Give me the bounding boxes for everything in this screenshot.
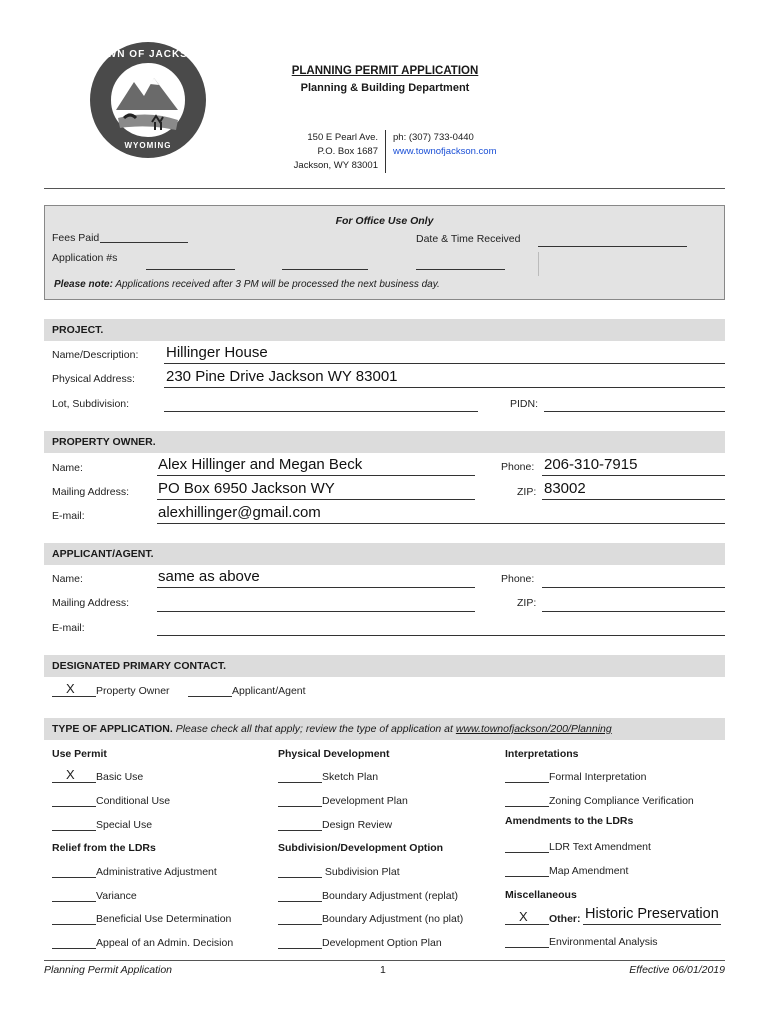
project-address-label: Physical Address: [52, 373, 135, 385]
beneficial-use-option[interactable] [52, 913, 231, 925]
conditional-use-checkbox[interactable] [52, 796, 96, 807]
applicant-email-label: E-mail: [52, 622, 85, 634]
project-name-label: Name/Description: [52, 349, 139, 361]
project-section-bar [44, 319, 725, 341]
town-seal-logo [88, 40, 208, 160]
type-heading-row [52, 723, 612, 735]
zoning-verification-option[interactable] [505, 795, 694, 807]
project-address-line [164, 387, 725, 388]
owner-phone-line [542, 475, 725, 476]
boundary-noplat-label: Boundary Adjustment (no plat) [322, 913, 464, 925]
interpretations-heading: Interpretations [505, 748, 579, 760]
applicant-name-value[interactable]: same as above [158, 568, 260, 585]
variance-label: Variance [96, 890, 137, 902]
owner-phone-value[interactable]: 206-310-7915 [544, 456, 638, 473]
contact-section-bar [44, 655, 725, 677]
project-pidn-label: PIDN: [510, 398, 539, 410]
office-heading: For Office Use Only [335, 215, 434, 227]
fees-paid-label: Fees Paid [52, 232, 100, 244]
project-name-line [164, 363, 725, 364]
environmental-option[interactable] [505, 936, 658, 948]
contact-owner-mark: X [66, 681, 75, 696]
zoning-verification-label: Zoning Compliance Verification [549, 795, 694, 807]
owner-zip-label: ZIP: [517, 486, 537, 498]
office-vertical-divider [538, 252, 539, 276]
applicant-section-bar [44, 543, 725, 565]
office-note-text: Applications received after 3 PM will be processed the next business day. [112, 279, 440, 290]
other-line [583, 924, 721, 925]
applicant-mailing-label: Mailing Address: [52, 597, 130, 609]
ldr-text-option[interactable] [505, 841, 651, 853]
owner-email-line [157, 523, 725, 524]
boundary-noplat-option[interactable] [278, 913, 463, 925]
ldr-text-checkbox[interactable] [505, 842, 549, 853]
use-permit-heading: Use Permit [52, 748, 107, 760]
address-line3: Jackson, WY 83001 [293, 160, 378, 171]
development-plan-checkbox[interactable] [278, 796, 322, 807]
applicant-name-label: Name: [52, 573, 83, 585]
formal-interpretation-label: Formal Interpretation [549, 771, 647, 783]
website-link[interactable]: www.townofjackson.com [393, 146, 497, 157]
type-heading: TYPE OF APPLICATION. [52, 723, 173, 735]
boundary-replat-checkbox[interactable] [278, 891, 322, 902]
footer-page-number: 1 [380, 964, 386, 976]
development-plan-label: Development Plan [322, 795, 408, 807]
owner-mailing-line [157, 499, 475, 500]
applicant-heading: APPLICANT/AGENT. [52, 548, 154, 560]
variance-checkbox[interactable] [52, 891, 96, 902]
contact-agent-option[interactable] [188, 685, 306, 697]
owner-zip-value[interactable]: 83002 [544, 480, 586, 497]
project-pidn-line[interactable] [544, 411, 725, 412]
admin-adjustment-option[interactable] [52, 866, 217, 878]
footer-divider [44, 960, 725, 961]
relief-heading: Relief from the LDRs [52, 842, 156, 854]
environmental-checkbox[interactable] [505, 937, 549, 948]
project-address-value[interactable]: 230 Pine Drive Jackson WY 83001 [166, 368, 398, 385]
formal-interpretation-checkbox[interactable] [505, 772, 549, 783]
date-time-label: Date & Time Received [416, 233, 521, 245]
office-note-bold: Please note: [54, 279, 113, 290]
application-no-line-2[interactable] [282, 269, 368, 270]
applicant-zip-label: ZIP: [517, 597, 537, 609]
type-section-bar [44, 718, 725, 740]
applicant-zip-line[interactable] [542, 611, 725, 612]
header-divider [44, 188, 725, 189]
contact-owner-option[interactable] [52, 681, 170, 697]
contact-agent-label: Applicant/Agent [232, 685, 306, 697]
applicant-phone-line[interactable] [542, 587, 725, 588]
variance-option[interactable] [52, 890, 137, 902]
admin-adjustment-checkbox[interactable] [52, 867, 96, 878]
fees-paid-line[interactable] [100, 242, 188, 243]
footer-left: Planning Permit Application [44, 964, 173, 976]
design-review-option[interactable] [278, 819, 392, 831]
basic-use-mark: X [66, 767, 75, 782]
development-plan-option[interactable] [278, 795, 408, 807]
admin-adjustment-label: Administrative Adjustment [96, 866, 217, 878]
logo-text-top: TOWN OF JACKSON [91, 49, 205, 60]
owner-heading: PROPERTY OWNER. [52, 436, 156, 448]
contact-owner-checkbox[interactable] [52, 681, 96, 697]
subdivision-plat-checkbox[interactable] [278, 867, 322, 878]
owner-name-value[interactable]: Alex Hillinger and Megan Beck [158, 456, 363, 473]
basic-use-option[interactable] [52, 767, 144, 783]
office-note [54, 279, 440, 290]
address-divider [385, 130, 386, 173]
environmental-label: Environmental Analysis [549, 936, 658, 948]
owner-mailing-value[interactable]: PO Box 6950 Jackson WY [158, 480, 335, 497]
page-subtitle: Planning & Building Department [300, 82, 470, 94]
project-lot-label: Lot, Subdivision: [52, 398, 130, 410]
phone-text: ph: (307) 733-0440 [393, 132, 474, 143]
sketch-plan-checkbox[interactable] [278, 772, 322, 783]
subdivision-heading: Subdivision/Development Option [278, 842, 444, 854]
owner-section-bar [44, 431, 725, 453]
conditional-use-label: Conditional Use [96, 795, 171, 807]
project-heading: PROJECT. [52, 324, 104, 336]
applicant-mailing-line[interactable] [157, 611, 475, 612]
sketch-plan-label: Sketch Plan [322, 771, 379, 783]
subdivision-plat-option[interactable] [278, 866, 400, 878]
boundary-replat-option[interactable] [278, 890, 458, 902]
beneficial-use-checkbox[interactable] [52, 914, 96, 925]
other-label: Other: [549, 913, 581, 925]
date-time-line[interactable] [538, 246, 687, 247]
other-mark: X [519, 909, 528, 924]
zoning-verification-checkbox[interactable] [505, 796, 549, 807]
map-amendment-checkbox[interactable] [505, 866, 549, 877]
special-use-label: Special Use [96, 819, 153, 831]
development-option-checkbox[interactable] [278, 938, 322, 949]
physical-development-heading: Physical Development [278, 748, 390, 760]
other-value[interactable]: Historic Preservation [585, 906, 719, 922]
owner-email-value[interactable]: alexhillinger@gmail.com [158, 504, 321, 521]
address-line2: P.O. Box 1687 [317, 146, 378, 157]
map-amendment-label: Map Amendment [549, 865, 629, 877]
address-block [270, 131, 378, 173]
subdivision-plat-label: Subdivision Plat [322, 866, 400, 878]
design-review-checkbox[interactable] [278, 820, 322, 831]
conditional-use-option[interactable] [52, 795, 170, 807]
other-option[interactable] [505, 909, 581, 925]
development-option-option[interactable] [278, 937, 442, 949]
project-lot-line[interactable] [164, 411, 478, 412]
contact-heading: DESIGNATED PRIMARY CONTACT. [52, 660, 227, 672]
sketch-plan-option[interactable] [278, 771, 378, 783]
basic-use-label: Basic Use [96, 771, 144, 783]
applicant-name-line [157, 587, 475, 588]
design-review-label: Design Review [322, 819, 393, 831]
special-use-checkbox[interactable] [52, 820, 96, 831]
application-no-line-3[interactable] [416, 269, 505, 270]
owner-mailing-label: Mailing Address: [52, 486, 130, 498]
address-line1: 150 E Pearl Ave. [307, 132, 378, 143]
type-link[interactable]: www.townofjackson/200/Planning [455, 723, 612, 735]
contact-owner-label: Property Owner [96, 685, 170, 697]
boundary-noplat-checkbox[interactable] [278, 914, 322, 925]
other-checkbox[interactable] [505, 909, 549, 925]
owner-email-label: E-mail: [52, 510, 85, 522]
appeal-option[interactable] [52, 937, 233, 949]
appeal-checkbox[interactable] [52, 938, 96, 949]
applicant-email-line[interactable] [157, 635, 725, 636]
application-no-line-1[interactable] [146, 269, 235, 270]
basic-use-checkbox[interactable] [52, 767, 96, 783]
logo-text-bottom: WYOMING [124, 141, 172, 150]
owner-phone-label: Phone: [501, 461, 535, 473]
contact-agent-checkbox[interactable] [188, 686, 232, 697]
miscellaneous-heading: Miscellaneous [505, 889, 577, 901]
special-use-option[interactable] [52, 819, 152, 831]
appeal-label: Appeal of an Admin. Decision [96, 937, 234, 949]
owner-zip-line [542, 499, 725, 500]
map-amendment-option[interactable] [505, 865, 628, 877]
footer-right: Effective 06/01/2019 [629, 964, 725, 976]
owner-name-line [157, 475, 475, 476]
amendments-heading: Amendments to the LDRs [505, 815, 634, 827]
type-instructions: Please check all that apply; review the type of application at [175, 723, 456, 735]
contact-block [393, 131, 496, 159]
ldr-text-label: LDR Text Amendment [549, 841, 651, 853]
project-name-value[interactable]: Hillinger House [166, 344, 268, 361]
beneficial-use-label: Beneficial Use Determination [96, 913, 232, 925]
owner-name-label: Name: [52, 462, 83, 474]
page-title: PLANNING PERMIT APPLICATION [291, 65, 479, 77]
boundary-replat-label: Boundary Adjustment (replat) [322, 890, 458, 902]
formal-interpretation-option[interactable] [505, 771, 646, 783]
applicant-phone-label: Phone: [501, 573, 535, 585]
application-no-label: Application #s [52, 252, 118, 264]
development-option-label: Development Option Plan [322, 937, 442, 949]
